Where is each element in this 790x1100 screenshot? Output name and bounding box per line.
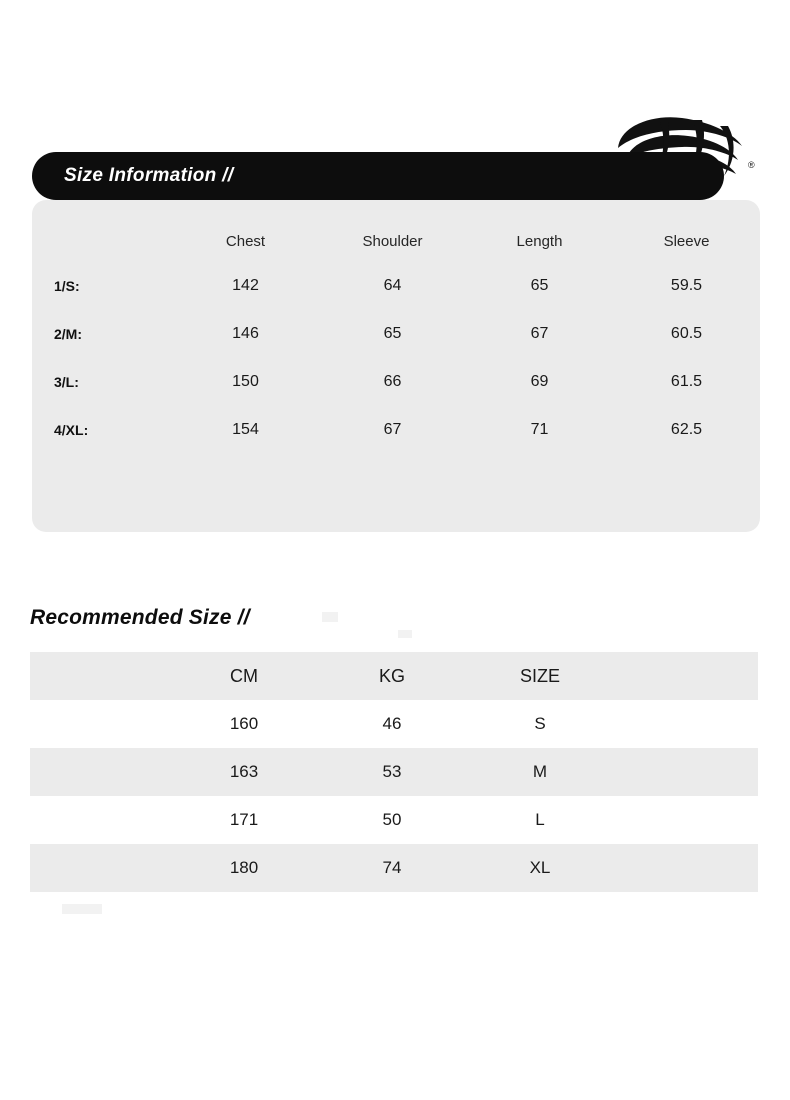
size-cell-chest: 154 xyxy=(232,421,259,438)
column-header-blank xyxy=(32,220,172,262)
table-row xyxy=(30,748,758,796)
column-header-shoulder: Shoulder xyxy=(362,232,423,250)
size-cell-sleeve: 59.5 xyxy=(670,277,703,294)
size-cell-chest: 146 xyxy=(232,325,259,342)
rec-column-header-blank-left xyxy=(30,652,170,700)
size-cell-shoulder: 64 xyxy=(383,277,402,294)
rec-cell-kg: 50 xyxy=(318,796,466,844)
rec-column-header-cm: CM xyxy=(170,652,318,700)
rec-cell-size: S xyxy=(466,700,614,748)
size-cell-length: 69 xyxy=(530,373,549,390)
rec-cell-cm: 163 xyxy=(170,748,318,796)
scan-artifact xyxy=(62,904,102,914)
size-cell-sleeve: 61.5 xyxy=(670,373,703,390)
rec-cell-cm: 171 xyxy=(170,796,318,844)
rec-cell-kg: 74 xyxy=(318,844,466,892)
rec-column-header-kg: KG xyxy=(318,652,466,700)
size-row-label: 2/M: xyxy=(54,326,82,342)
rec-cell-size: XL xyxy=(466,844,614,892)
rec-cell-blank-right xyxy=(614,844,758,892)
rec-cell-cm: 160 xyxy=(170,700,318,748)
rec-cell-blank-right xyxy=(614,748,758,796)
size-cell-shoulder: 65 xyxy=(383,325,402,342)
table-row xyxy=(30,700,758,748)
rec-cell-blank-left xyxy=(30,700,170,748)
column-header-length: Length xyxy=(516,232,563,250)
rec-column-header-blank-right xyxy=(614,652,758,700)
table-row xyxy=(32,406,760,454)
registered-mark-text: ® xyxy=(748,160,755,170)
table-row xyxy=(32,358,760,406)
table-row xyxy=(32,262,760,310)
rec-cell-blank-right xyxy=(614,700,758,748)
rec-cell-size: L xyxy=(466,796,614,844)
size-row-label: 3/L: xyxy=(54,374,79,390)
rec-cell-size: M xyxy=(466,748,614,796)
scan-artifact xyxy=(398,630,412,638)
column-header-sleeve: Sleeve xyxy=(663,232,710,250)
rec-cell-kg: 46 xyxy=(318,700,466,748)
table-header-row xyxy=(30,652,758,700)
table-row xyxy=(30,796,758,844)
size-cell-sleeve: 62.5 xyxy=(670,421,703,438)
size-row-label: 1/S: xyxy=(54,278,80,294)
size-cell-chest: 142 xyxy=(232,277,259,294)
rec-cell-blank-left xyxy=(30,796,170,844)
size-cell-sleeve: 60.5 xyxy=(670,325,703,342)
size-row-label: 4/XL: xyxy=(54,422,89,438)
size-information-title: Size Information // xyxy=(64,165,234,186)
rec-cell-cm: 180 xyxy=(170,844,318,892)
rec-cell-kg: 53 xyxy=(318,748,466,796)
size-cell-shoulder: 66 xyxy=(383,373,402,390)
rec-cell-blank-left xyxy=(30,748,170,796)
rec-column-header-size: SIZE xyxy=(466,652,614,700)
column-header-chest: Chest xyxy=(225,232,266,250)
size-cell-length: 71 xyxy=(530,421,549,438)
size-cell-chest: 150 xyxy=(232,373,259,390)
size-cell-length: 65 xyxy=(530,277,549,294)
size-information-header xyxy=(32,152,724,200)
rec-cell-blank-left xyxy=(30,844,170,892)
rec-cell-blank-right xyxy=(614,796,758,844)
table-row xyxy=(30,844,758,892)
size-cell-length: 67 xyxy=(530,325,549,342)
table-header-row xyxy=(32,220,760,262)
table-row xyxy=(32,310,760,358)
recommended-size-table xyxy=(30,652,758,892)
size-information-table xyxy=(32,220,760,454)
scan-artifact xyxy=(322,612,338,622)
size-cell-shoulder: 67 xyxy=(383,421,402,438)
recommended-size-title: Recommended Size // xyxy=(30,606,250,629)
